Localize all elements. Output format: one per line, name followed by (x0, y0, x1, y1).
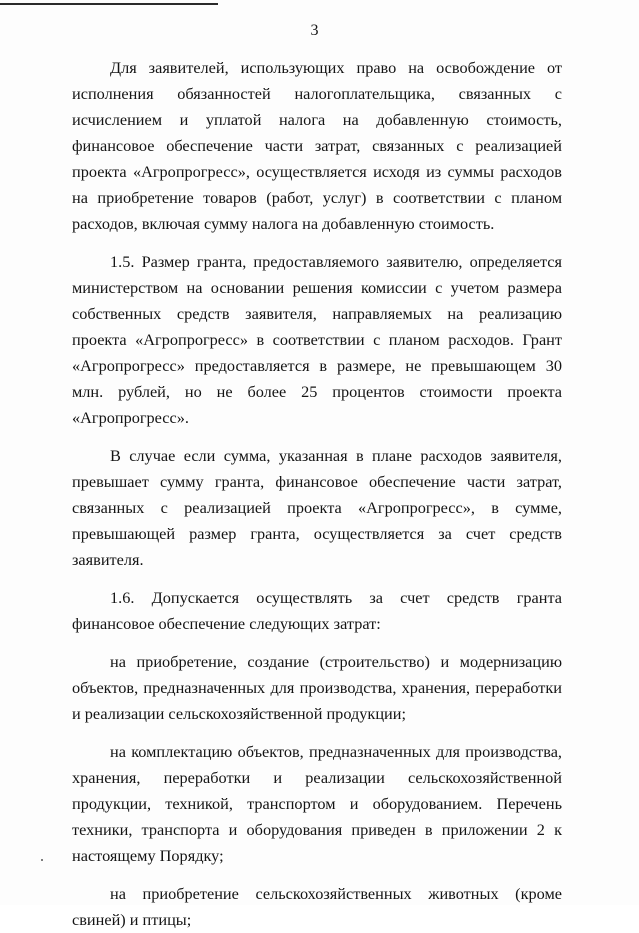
scan-speck (41, 859, 43, 861)
paragraph-1-6-allowed-costs: 1.6. Допускается осуществлять за счет средств гранта финансовое обеспечение следующих затрат: (72, 588, 562, 633)
paragraph-vat-exemption: Для заявителей, использующих право на освобождение от исполнения обязанностей налогоплательщика, связанных с исчислением и уплатой налога на добавленную стоимость, финансовое обеспечение части затрат, связанных с реализацией проекта «Агропрогресс», осуществляется исходя из суммы расходов на приобретение товаров (работ, услуг) в соответствии с планом расходов, включая сумму налога на добавленную стоимость. (72, 58, 562, 233)
body-text (72, 55, 562, 933)
page-number: 3 (310, 22, 319, 39)
top-rule-divider (0, 3, 218, 5)
paragraph-livestock: на приобретение сельскохозяйственных животных (кроме свиней) и птицы; (72, 884, 562, 929)
paragraph-objects-acquisition: на приобретение, создание (строительство) и модернизацию объектов, предназначенных для производства, хранения, переработки и реализации сельскохозяйственной продукции; (72, 652, 562, 723)
paragraph-equipment: на комплектацию объектов, предназначенных для производства, хранения, переработки и реализации сельскохозяйственной продукции, техникой, транспортом и оборудованием. Перечень техники, транспорта и оборудования приведен в приложении 2 к настоящему Порядку; (72, 742, 562, 865)
paragraph-1-5-grant-size: 1.5. Размер гранта, предоставляемого заявителю, определяется министерством на основании решения комиссии с учетом размера собственных средств заявителя, направляемых на реализацию проекта «Агропрогресс» в соответствии с планом расходов. Грант «Агропрогресс» предоставляется в размере, не превышающем 30 млн. рублей, но не более 25 процентов стоимости проекта «Агропрогресс». (72, 252, 562, 427)
paragraph-excess-amount: В случае если сумма, указанная в плане расходов заявителя, превышает сумму гранта, финансовое обеспечение части затрат, связанных с реализацией проекта «Агропрогресс», в сумме, превышающей размер гранта, осуществляется за счет средств заявителя. (72, 446, 562, 569)
